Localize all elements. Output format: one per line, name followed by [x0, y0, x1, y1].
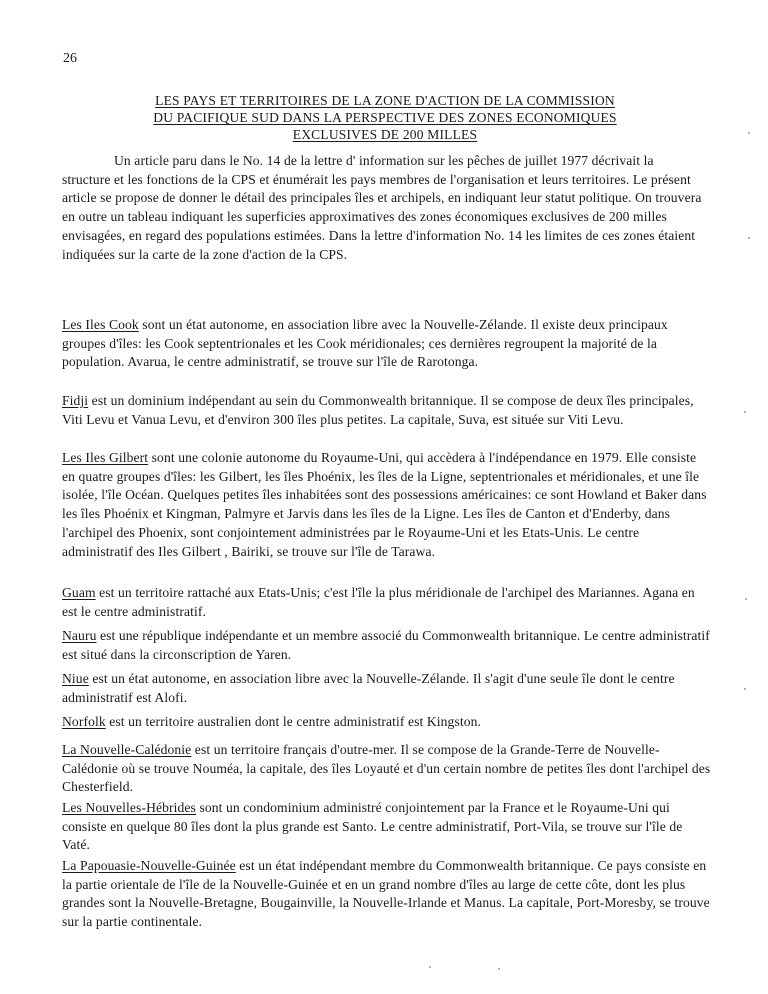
entry-text: est un territoire rattaché aux Etats-Unis; c'est l'île la plus méridionale de l'archipel des Mariannes. Agana en est le centre administratif.: [62, 585, 695, 619]
entry-norfolk: [62, 713, 712, 732]
scan-speck: [745, 598, 747, 600]
entry-guam: [62, 584, 712, 621]
entry-text: est une république indépendante et un membre associé du Commonwealth britannique. Le centre administratif est situé dans la circonscription de Yaren.: [62, 628, 710, 662]
page-number: 26: [63, 51, 77, 66]
entry-name: La Papouasie-Nouvelle-Guinée: [62, 858, 236, 873]
title-line-3: EXCLUSIVES DE 200 MILLES: [292, 127, 478, 142]
scan-speck: [744, 688, 746, 690]
entry-cook: [62, 316, 712, 372]
entry-name: Les Nouvelles-Hébrides: [62, 800, 196, 815]
scan-speck: [748, 132, 750, 134]
entry-gilbert: [62, 449, 712, 561]
entry-papouasie: [62, 857, 712, 932]
scan-speck: [429, 966, 431, 968]
entry-text: sont un condominium administré conjointement par la France et le Royaume-Uni qui consiste en quelque 80 îles dont la plus grande est Santo. Le centre administratif, Port-Vila, se trouve sur l'île de Vaté.: [62, 800, 683, 853]
entry-text: sont une colonie autonome du Royaume-Uni, qui accèdera à l'indépendance en 1979. Elle consiste en quatre groupes d'îles: les Gilbert, les îles Phoénix, les îles de la Ligne, septentrionales et méridionales, et une île isolée, l'île Océan. Quelques petites îles inhabitées sont des possessions américaines: ce sont Howland et Baker dans les îles Phoénix et Kingman, Palmyre et Jarvis dans les îles de la Ligne. Les îles de Canton et d'Enderby, dans l'archipel des Phoenix, sont conjointement administrées par le Royaume-Uni et les Etats-Unis. Le centre administratif des Iles Gilbert , Bairiki, se trouve sur l'île de Tarawa.: [62, 450, 707, 559]
entry-text: est un état indépendant membre du Commonwealth britannique. Ce pays consiste en la partie orientale de l'île de la Nouvelle-Guinée et en un grand nombre d'îles au large de cette côte, dont les plus grandes sont la Nouvelle-Bretagne, Bougainville, la Nouvelle-Irlande et Manus. La capitale, Port-Moresby, se trouve sur la partie continentale.: [62, 858, 710, 930]
entry-name: La Nouvelle-Calédonie: [62, 742, 192, 757]
scan-speck: [748, 237, 750, 239]
scan-speck: [744, 411, 746, 413]
title-line-2: DU PACIFIQUE SUD DANS LA PERSPECTIVE DES ZONES ECONOMIQUES: [153, 110, 617, 125]
entry-nauru: [62, 627, 712, 664]
entry-name: Les Iles Gilbert: [62, 450, 149, 465]
article-title: [40, 92, 730, 143]
entry-text: est un territoire australien dont le centre administratif est Kingston.: [105, 714, 482, 729]
intro-paragraph: [62, 152, 702, 264]
entry-niue: [62, 670, 712, 707]
scan-speck: [498, 968, 500, 970]
intro-text: Un article paru dans le No. 14 de la lettre d' information sur les pêches de juillet 1977 décrivait la structure et les fonctions de la CPS et énumérait les pays membres de l'organisation et leurs territoires. Le présent article se propose de donner le détail des principales îles et archipels, en indiquant leur statut politique. On trouvera en outre un tableau indiquant les superficies approximatives des zones économiques exclusives de 200 milles envisagées, en regard des populations estimées. Dans la lettre d'information No. 14 les limites de ces zones étaient indiquées sur la carte de la zone d'action de la CPS.: [62, 153, 702, 262]
entry-name: Niue: [62, 671, 89, 686]
entry-text: sont un état autonome, en association libre avec la Nouvelle-Zélande. Il existe deux principaux groupes d'îles: les Cook septentrionales et les Cook méridionales; ces dernières regroupent la majorité de la population. Avarua, le centre administratif, se trouve sur l'île de Rarotonga.: [62, 317, 668, 370]
entry-name: Les Iles Cook: [62, 317, 139, 332]
entry-name: Nauru: [62, 628, 97, 643]
entry-name: Norfolk: [62, 714, 106, 729]
entry-name: Fidji: [62, 393, 89, 408]
entry-nouvelle-caledonie: [62, 741, 712, 797]
entry-text: est un territoire français d'outre-mer. Il se compose de la Grande-Terre de Nouvelle-Calédonie où se trouve Nouméa, la capitale, des îles Loyauté et d'un certain nombre de petites îles dont l'archipel des Chesterfield.: [62, 742, 711, 795]
entry-text: est un dominium indépendant au sein du Commonwealth britannique. Il se compose de deux îles principales, Viti Levu et Vanua Levu, et d'environ 300 îles plus petites. La capitale, Suva, est située sur Viti Levu.: [62, 393, 694, 427]
title-line-1: LES PAYS ET TERRITOIRES DE LA ZONE D'ACTION DE LA COMMISSION: [155, 93, 615, 108]
entry-fidji: [62, 392, 712, 429]
entry-name: Guam: [62, 585, 96, 600]
entry-nouvelles-hebrides: [62, 799, 712, 855]
entry-text: est un état autonome, en association libre avec la Nouvelle-Zélande. Il s'agit d'une seule île dont le centre administratif est Alofi.: [62, 671, 675, 705]
